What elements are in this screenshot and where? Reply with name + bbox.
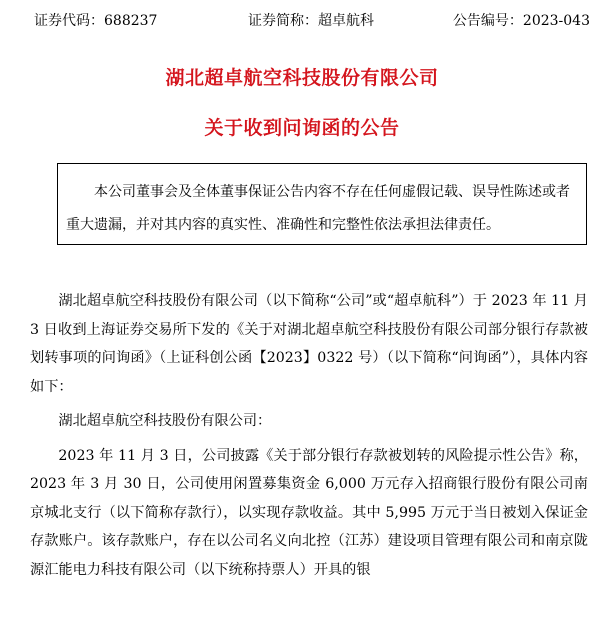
board-statement-box bbox=[57, 163, 587, 245]
letter-addressee: 湖北超卓航空科技股份有限公司： bbox=[58, 413, 272, 429]
announcement-title: 关于收到问询函的公告 bbox=[204, 117, 400, 139]
announcement-number: 公告编号：2023-043 bbox=[452, 13, 590, 29]
announcement-body bbox=[30, 287, 588, 584]
body-paragraph-details: 2023 年 11 月 3 日，公司披露《关于部分银行存款被划转的风险提示性公告》称，2023 年 3 月 30 日，公司使用闲置募集资金 6,000 万元存入招商银行股份有限公司南京城北支行（以下简称存款行），以实现存款收益。其中 5,995 万元于当日被划入保证金存款账户。该存款账户，存在以公司名义向北控（江苏）建设项目管理有限公司和南京陇源汇能电力科技有限公司（以下统称持票人）开具的银 bbox=[30, 447, 588, 578]
board-statement-text: 本公司董事会及全体董事保证公告内容不存在任何虚假记载、误导性陈述或者重大遗漏，并对其内容的真实性、准确性和完整性依法承担法律责任。 bbox=[66, 184, 570, 233]
stock-short-name: 证券简称：超卓航科 bbox=[248, 13, 374, 29]
company-title: 湖北超卓航空科技股份有限公司 bbox=[165, 67, 439, 89]
body-paragraph-intro: 湖北超卓航空科技股份有限公司（以下简称“公司”或“超卓航科”）于 2023 年 11 月 3 日收到上海证券交易所下发的《关于对湖北超卓航空科技股份有限公司部分银行存款被划转事项的问询函》（上证科创公函【2023】0322 号）（以下简称“问询函”），具体内容如下： bbox=[30, 293, 588, 395]
stock-code: 证券代码：688237 bbox=[34, 13, 158, 29]
